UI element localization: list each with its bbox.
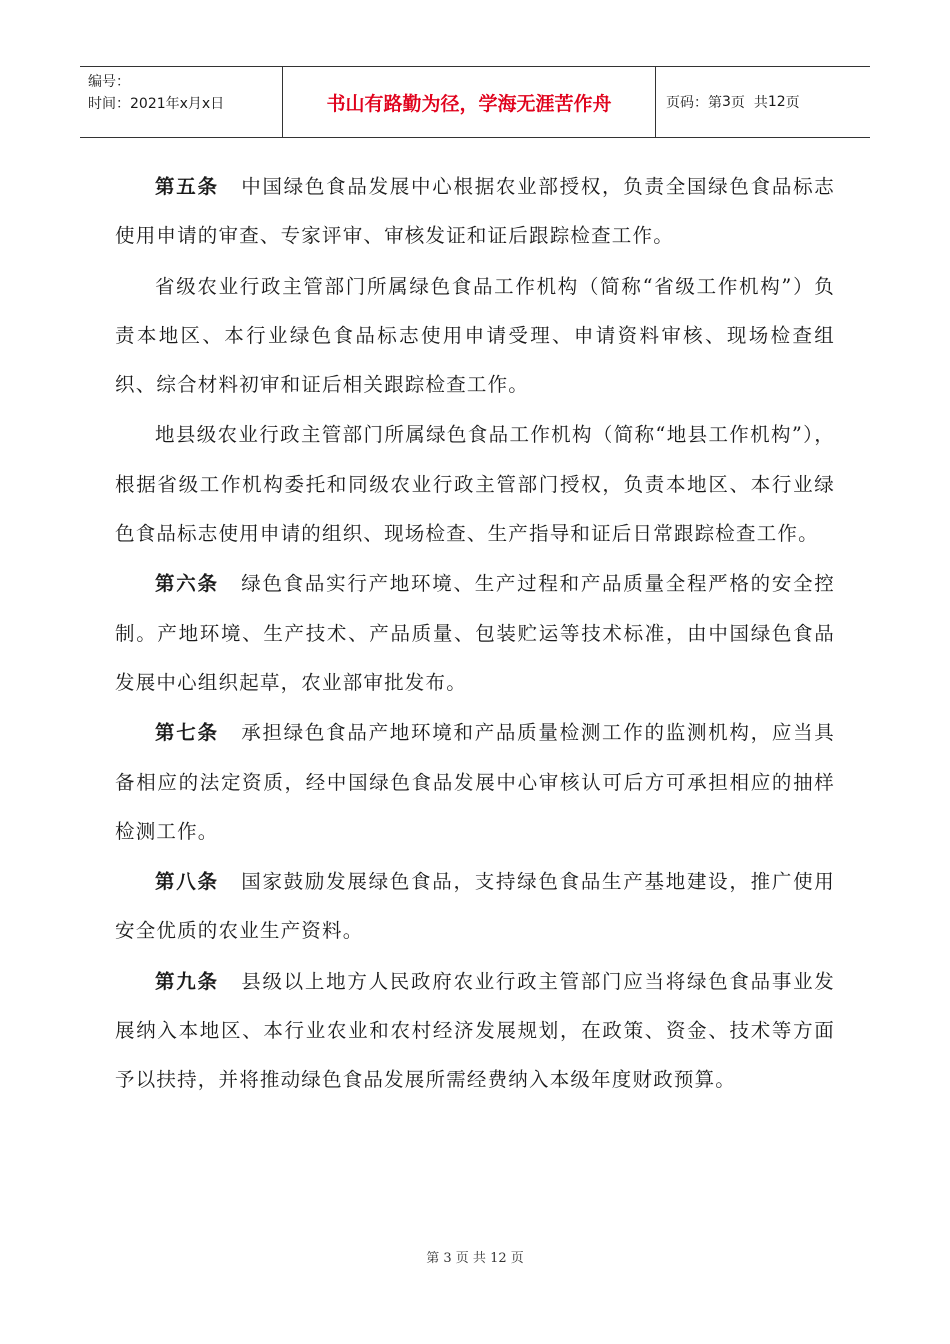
article-heading: 第六条 <box>155 572 219 596</box>
header-page-info <box>656 67 870 137</box>
document-body <box>115 162 835 1106</box>
document-number-label: 编号： <box>88 74 130 90</box>
page-suffix: 页 <box>785 95 800 111</box>
paragraph-article-5 <box>115 162 835 261</box>
paragraph-text: 县级以上地方人民政府农业行政主管部门应当将绿色食品事业发展纳入本地区、本行业农业和农村经济发展规划，在政策、资金、技术等方面予以扶持，并将推动绿色食品发展所需经费纳入本级年度财政预算。 <box>115 969 835 1092</box>
paragraph-article-8 <box>115 857 835 956</box>
article-heading: 第八条 <box>155 870 219 894</box>
paragraph-article-9 <box>115 957 835 1105</box>
page-footer <box>0 1247 950 1266</box>
document-time-label: 时间：2021年x月x日 <box>88 96 225 112</box>
page-current: 3 <box>722 94 731 110</box>
paragraph-article-7 <box>115 708 835 856</box>
paragraph-county <box>115 410 835 558</box>
footer-current-page: 3 <box>443 1251 452 1266</box>
paragraph-text: 中国绿色食品发展中心根据农业部授权，负责全国绿色食品标志使用申请的审查、专家评审、审核发证和证后跟踪检查工作。 <box>115 175 835 248</box>
paragraph-text: 承担绿色食品产地环境和产品质量检测工作的监测机构，应当具备相应的法定资质，经中国绿色食品发展中心审核认可后方可承担相应的抽样检测工作。 <box>115 721 835 843</box>
footer-suffix: 页 <box>506 1251 524 1266</box>
page-total: 12 <box>767 94 786 110</box>
header-motto: 书山有路勤为径，学海无涯苦作舟 <box>283 67 656 137</box>
paragraph-text: 绿色食品实行产地环境、生产过程和产品质量全程严格的安全控制。产地环境、生产技术、产品质量、包装贮运等技术标准，由中国绿色食品发展中心组织起草，农业部审批发布。 <box>115 572 835 694</box>
article-heading: 第七条 <box>155 721 219 745</box>
header-meta <box>80 67 283 137</box>
paragraph-text: 省级农业行政主管部门所属绿色食品工作机构（简称“省级工作机构”）负责本地区、本行业绿色食品标志使用申请受理、申请资料审核、现场检查组织、综合材料初审和证后相关跟踪检查工作。 <box>115 274 835 397</box>
article-heading: 第五条 <box>155 175 219 198</box>
paragraph-article-6 <box>115 559 835 707</box>
footer-mid: 页 共 <box>451 1251 491 1266</box>
paragraph-text: 国家鼓励发展绿色食品，支持绿色食品生产基地建设，推广使用安全优质的农业生产资料。 <box>115 870 835 943</box>
paragraph-text: 地县级农业行政主管部门所属绿色食品工作机构（简称“地县工作机构”），根据省级工作机构委托和同级农业行政主管部门授权，负责本地区、本行业绿色食品标志使用申请的组织、现场检查、生产指导和证后日常跟踪检查工作。 <box>115 423 835 546</box>
page-prefix: 页码：第 <box>666 95 722 111</box>
page-mid: 页 共 <box>730 95 768 111</box>
paragraph-provincial <box>115 262 835 410</box>
article-heading: 第九条 <box>155 969 219 993</box>
page-header <box>80 66 870 138</box>
footer-prefix: 第 <box>426 1251 444 1266</box>
footer-total-pages: 12 <box>490 1251 507 1266</box>
